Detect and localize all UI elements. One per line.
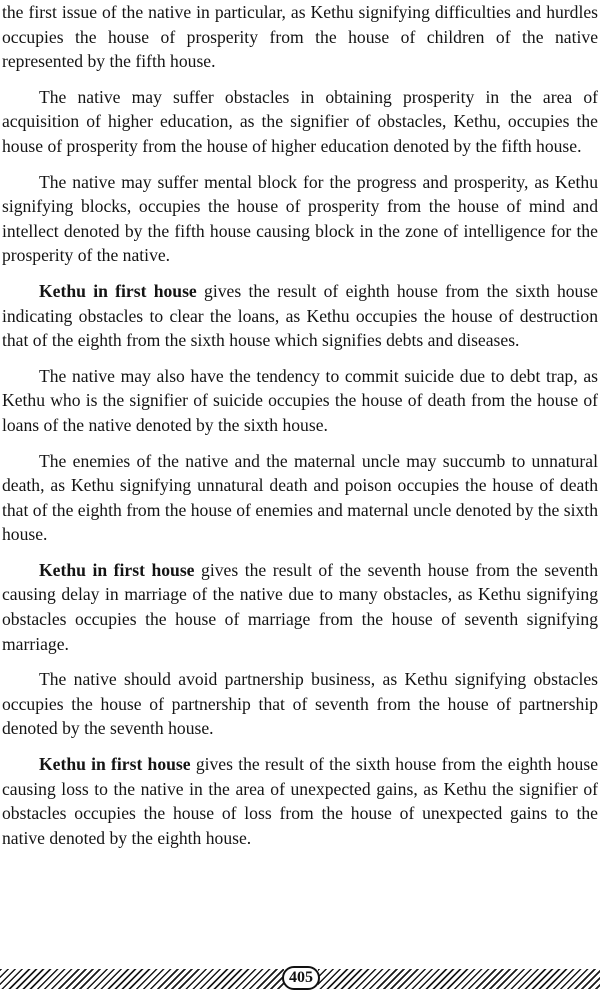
paragraph-5: The native may also have the tendency to commit suicide due to debt trap, as Kethu who is the signifier of suicide occupies the house of death from the house of loans of the native denoted by the sixth house. [2, 365, 598, 435]
footer-hatch-left [0, 969, 284, 989]
paragraph-4: Kethu in first house gives the result of eighth house from the sixth house indicating obstacles to clear the loans, as Kethu occupies the house of destruction that of the eighth from the sixth house which signifies debts and diseases. [2, 280, 598, 351]
page-number: 405 [282, 966, 320, 990]
bold-lead: Kethu in first house [39, 754, 191, 775]
paragraph-7: Kethu in first house gives the result of the seventh house from the seventh causing delay in marriage of the native due to many obstacles, as Kethu signifying obstacles occupies the house of marriage from the house of seventh signifying marriage. [2, 559, 598, 654]
paragraph-3: The native may suffer mental block for the progress and prosperity, as Kethu signifying blocks, occupies the house of prosperity from the house of mind and intellect denoted by the fifth house causing block in the zone of intelligence for the prosperity of the native. [2, 171, 598, 266]
paragraph-8: The native should avoid partnership business, as Kethu signifying obstacles occupies the house of partnership that of seventh from the house of partnership denoted by the seventh house. [2, 669, 598, 739]
bold-lead: Kethu in first house [39, 280, 197, 301]
paragraph-6: The enemies of the native and the maternal uncle may succumb to unnatural death, as Kethu signifying unnatural death and poison occupies the house of death that of the eighth from the house of enemies and maternal uncle denoted by the sixth house. [2, 450, 598, 545]
paragraph-1: the first issue of the native in particular, as Kethu signifying difficulties and hurdles occupies the house of prosperity from the house of children of the native represented by the fifth house. [2, 2, 598, 72]
paragraph-9: Kethu in first house gives the result of the sixth house from the eighth house causing loss to the native in the area of unexpected gains, as Kethu the signifier of obstacles occupies the house of loss from the house of unexpected gains to the native denoted by the eighth house. [2, 754, 599, 848]
body-text [2, 0, 598, 861]
bold-lead: Kethu in first house [39, 559, 195, 580]
paragraph-2: The native may suffer obstacles in obtaining prosperity in the area of acquisition of higher education, as the signifier of obstacles, Kethu, occupies the house of prosperity from the house of higher education denoted by the fifth house. [2, 86, 598, 156]
footer-hatch-right [318, 969, 600, 989]
page-footer [0, 966, 600, 992]
